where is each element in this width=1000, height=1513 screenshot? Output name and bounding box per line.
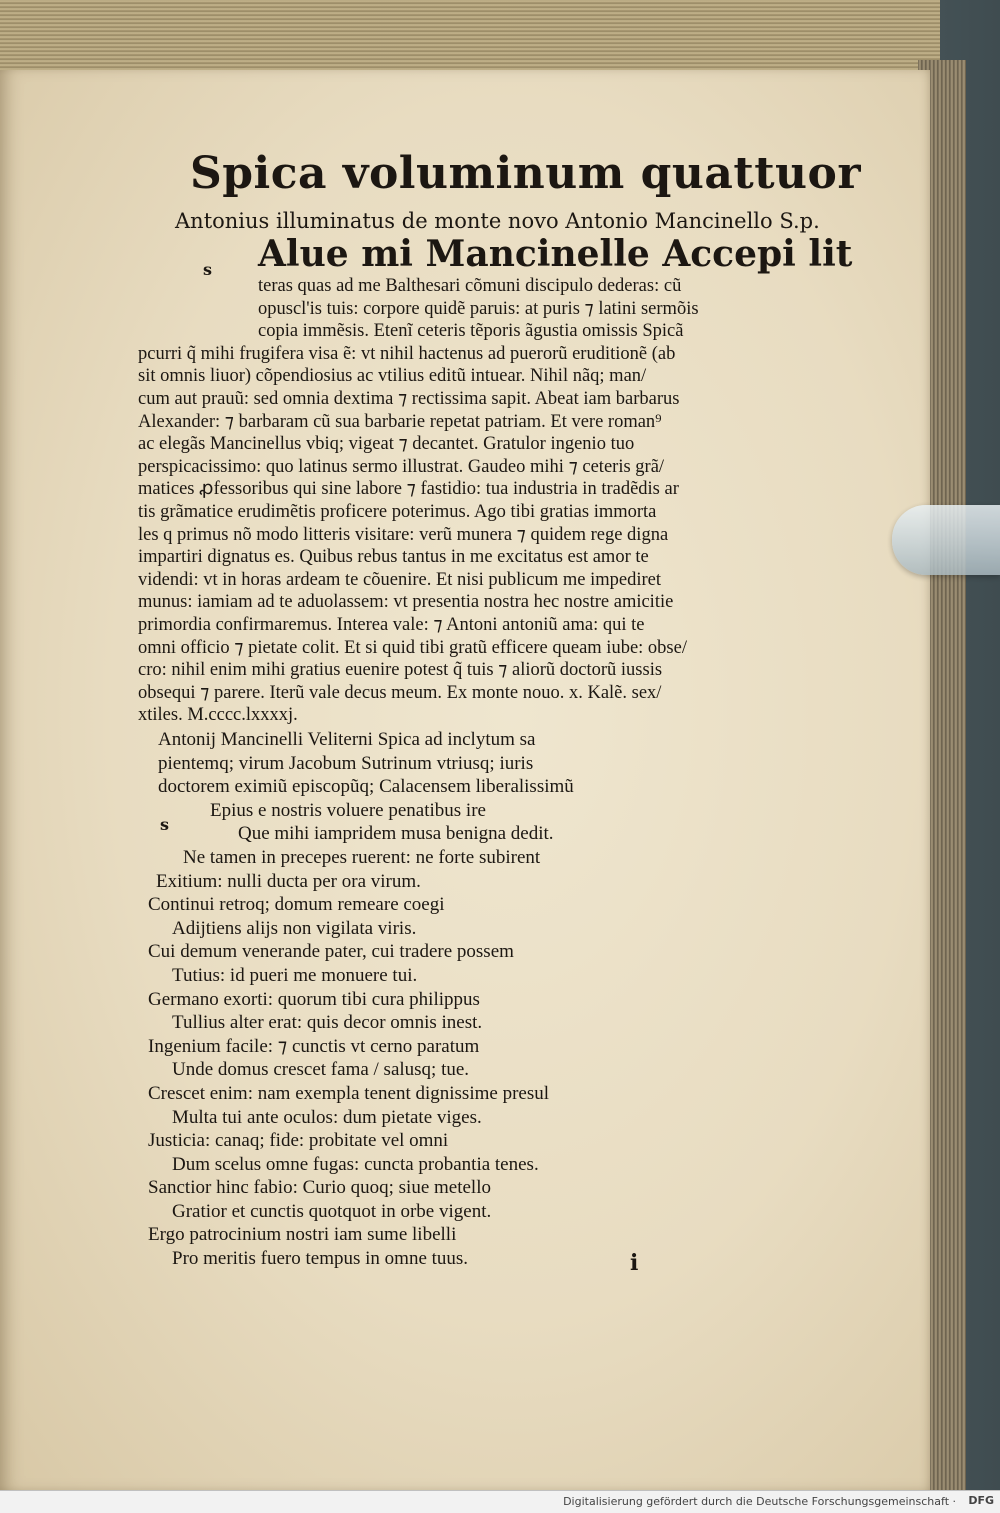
poem-line: Gratior et cunctis quotquot in orbe vigent. [172, 1200, 492, 1222]
letter-line: impartiri dignatus es. Quibus rebus tantus in me excitatus est amor te [138, 547, 649, 568]
poem-line: Crescet enim: nam exempla tenent dignissime presul [148, 1082, 550, 1104]
poem-line: Cui demum venerande pater, cui tradere possem [148, 941, 514, 963]
letter-line: obsequi ⁊ parere. Iterũ vale decus meum. Ex monte nouo. x. Kalẽ. sex/ [138, 682, 662, 703]
poem-line: Unde domus crescet fama / salusq; tue. [172, 1059, 470, 1081]
letter-line: opuscl'is tuis: corpore quidẽ paruis: at puris ⁊ latini sermõis [258, 298, 699, 319]
letter-line: cum aut prauũ: sed omnia dextima ⁊ rectissima sapit. Abeat iam barbarus [138, 388, 680, 409]
footer-credit: Digitalisierung gefördert durch die Deutsche Forschungsgemeinschaft · [563, 1495, 956, 1508]
poem-line: Ergo patrocinium nostri iam sume libelli [148, 1224, 457, 1246]
letter-line: cro: nihil enim mihi gratius euenire potest q̃ tuis ⁊ aliorũ doctorũ iussis [138, 660, 663, 681]
letter-opening: Alue mi Mancinelle Accepi lit [258, 233, 853, 275]
guide-letter-marker: s [203, 260, 213, 279]
letter-line: munus: iamiam ad te aduolassem: vt presentia nostra hec nostre amicitie [138, 592, 674, 613]
poem-body [138, 728, 698, 1271]
footer-bar [0, 1490, 1000, 1513]
poem-line: Multa tui ante oculos: dum pietate viges. [172, 1106, 482, 1128]
page-edges-top [0, 0, 940, 75]
poem-line: Exitium: nulli ducta per ora virum. [156, 870, 421, 892]
book-strap [892, 505, 1000, 575]
salutation-line: Antonius illuminatus de monte novo Antonio Mancinello S.p. [175, 209, 820, 233]
letter-line: omni officio ⁊ pietate colit. Et si quid tibi gratũ efficere queam iube: obse/ [138, 637, 687, 658]
letter-line: primordia confirmaremus. Interea vale: ⁊ Antoni antoniũ ama: qui te [138, 614, 645, 635]
poem-heading-line: Antonij Mancinelli Veliterni Spica ad inclytum sa [158, 729, 536, 750]
poem-line: Pro meritis fuero tempus in omne tuus. [172, 1248, 469, 1270]
letter-line: ac elegãs Mancinellus vbiq; vigeat ⁊ decantet. Gratulor ingenio tuo [138, 434, 635, 455]
letter-body [138, 275, 818, 727]
poem-line: Justicia: canaq; fide: probitate vel omni [148, 1130, 449, 1152]
poem-line: Que mihi iampridem musa benigna dedit. [238, 823, 554, 845]
letter-line: sit omnis liuor) cõpendiosius ac vtilius editũ intuear. Nihil nãq; man/ [138, 366, 647, 387]
poem-line: Tullius alter erat: quis decor omnis inest. [172, 1012, 483, 1034]
letter-line: perspicacissimo: quo latinus sermo illustrat. Gaudeo mihi ⁊ ceteris grã/ [138, 456, 665, 477]
letter-line: copia immẽsis. Etenĩ ceteris tẽporis ãgustia omissis Spicã [258, 321, 684, 342]
page-title: Spica voluminum quattuor [190, 148, 862, 199]
poem-heading-line: pientemq; virum Jacobum Sutrinum vtriusq; iuris [158, 752, 534, 774]
letter-line: teras quas ad me Balthesari cõmuni discipulo dederas: cũ [258, 276, 682, 296]
poem-heading-line: doctorem eximiũ episcopũq; Calacensem liberalissimũ [158, 776, 574, 798]
poem-line: Tutius: id pueri me monuere tui. [172, 964, 418, 986]
letter-line: les q primus nõ modo litteris visitare: verũ munera ⁊ quidem rege digna [138, 524, 669, 545]
letter-line: pcurri q̃ mihi frugifera visa ẽ: vt nihil hactenus ad puerorũ eruditionẽ (ab [138, 343, 676, 364]
guide-letter-marker: s [160, 815, 170, 834]
letter-line: matices ꝓfessoribus qui sine labore ⁊ fastidio: tua industria in tradẽdis ar [138, 479, 679, 500]
poem-line: Epius e nostris voluere penatibus ire [210, 799, 486, 821]
poem-line: Sanctior hinc fabio: Curio quoq; siue metello [148, 1177, 491, 1199]
letter-line: xtiles. M.cccc.lxxxxj. [138, 705, 298, 726]
signature-mark: i [630, 1250, 639, 1276]
letter-line: videndi: vt in horas ardeam te cõuenire. Et nisi publicum me impediret [138, 569, 661, 590]
poem-line: Dum scelus omne fugas: cuncta probantia tenes. [172, 1153, 539, 1175]
poem-line: Continui retroq; domum remeare coegi [148, 894, 445, 916]
poem-line: Ingenium facile: ⁊ cunctis vt cerno paratum [148, 1035, 480, 1057]
poem-line: Germano exorti: quorum tibi cura philippus [148, 988, 480, 1010]
letter-line: Alexander: ⁊ barbaram cũ sua barbarie repetat patriam. Et vere roman⁹ [138, 411, 662, 432]
poem-line: Ne tamen in precepes ruerent: ne forte subirent [183, 846, 541, 868]
letter-line: tis grãmatice erudimẽtis proficere poterimus. Ago tibi gratias immorta [138, 501, 657, 522]
poem-line: Adijtiens alijs non vigilata viris. [172, 917, 417, 939]
dfg-logo: DFG [968, 1494, 994, 1507]
